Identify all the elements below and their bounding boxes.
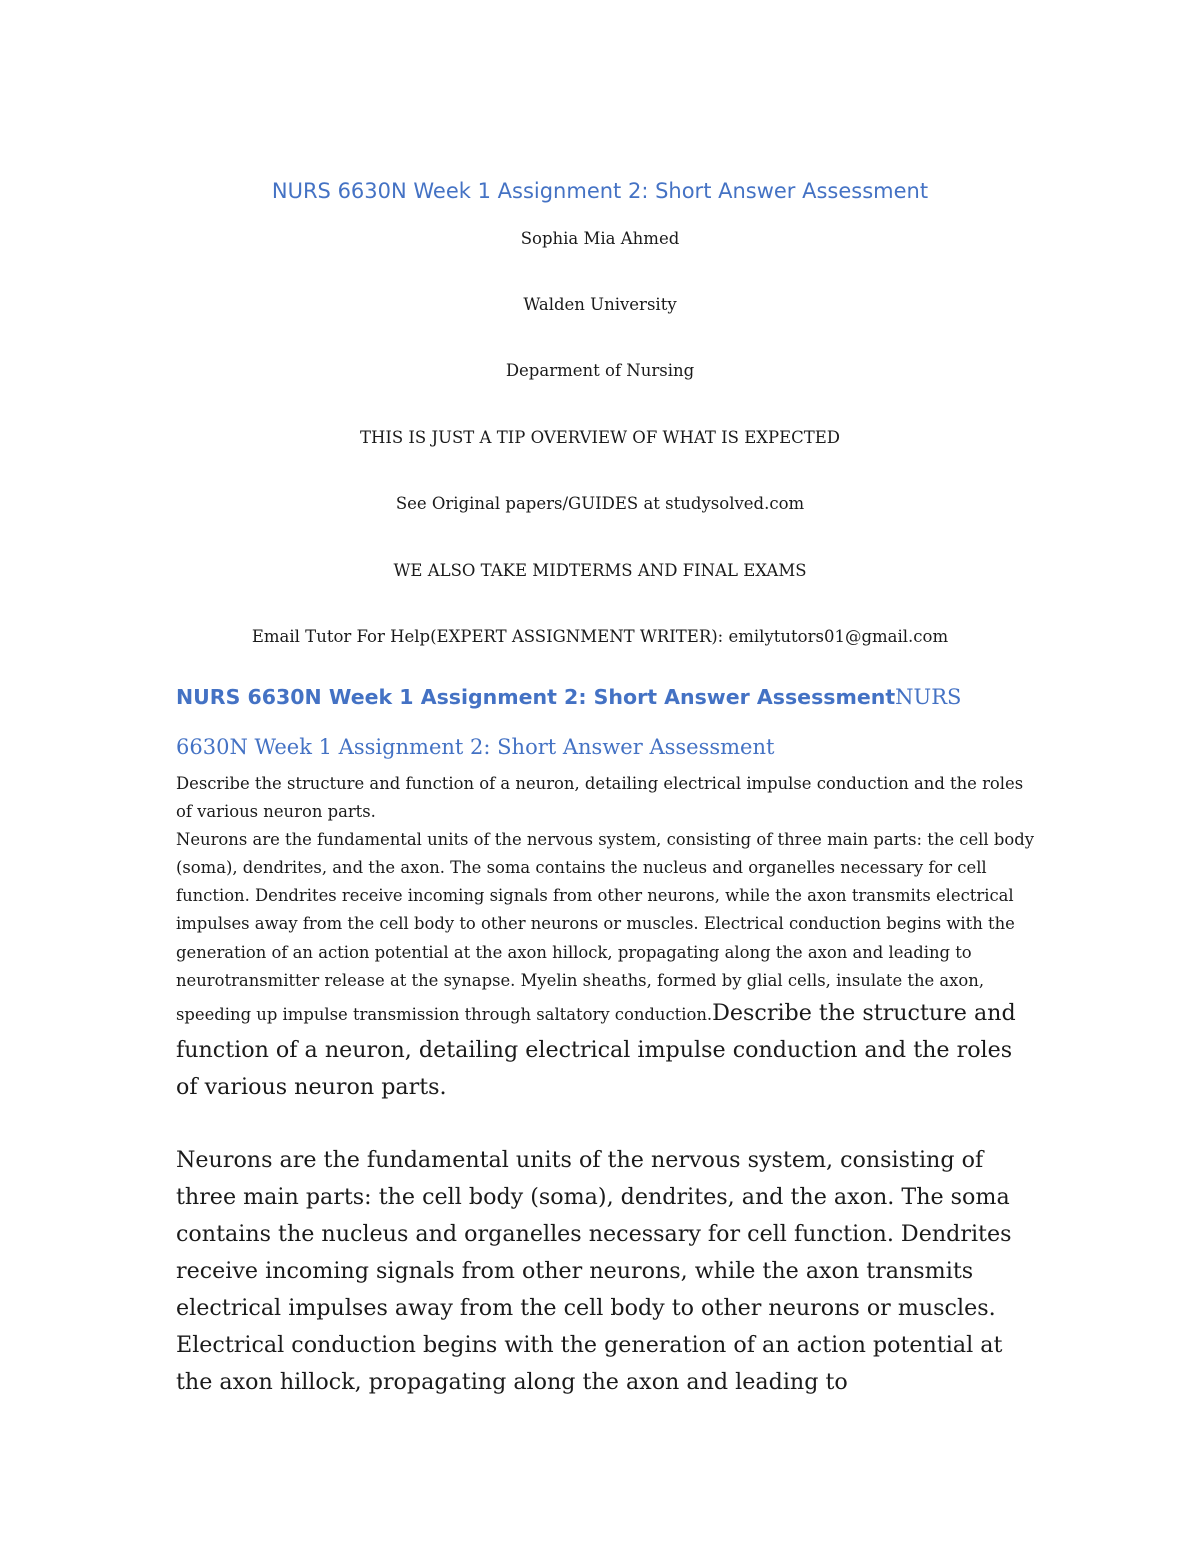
answer-text-small xyxy=(176,826,1036,1106)
author-name: Sophia Mia Ahmed xyxy=(520,229,680,248)
notice-tip-overview: THIS IS JUST A TIP OVERVIEW OF WHAT IS EXPECTED xyxy=(359,428,841,447)
answer-paragraph-small: Neurons are the fundamental units of the nervous system, consisting of three main parts: the cell body (soma), dendrites, and the axon. The soma contains the nucleus and organelles necessary for cell function. Dendrites receive incoming signals from other neurons, while the axon transmits electrical impulses away from the cell body to other neurons or muscles. Electrical conduction begins with the generation of an action potential at the axon hillock, propagating along the axon and leading to neurotransmitter release at the synapse. Myelin sheaths, formed by glial cells, insulate the axon, speeding up impulse transmission through saltatory conduction. xyxy=(176,830,1034,1024)
section-heading-part-b: NURS 6630N Week 1 Assignment 2: Short Answer Assessment xyxy=(176,685,962,759)
section-heading xyxy=(176,672,1036,772)
question-text-small: Describe the structure and function of a neuron, detailing electrical impulse conduction and the roles of various neuron parts. xyxy=(176,774,1024,822)
answer-body-large: Neurons are the fundamental units of the nervous system, consisting of three main parts: the cell body (soma), dendrites, and the axon. The soma contains the nucleus and organelles necessary for cell function. Dendrites receive incoming signals from other neurons, while the axon transmits electrical impulses away from the cell body to other neurons or muscles. Electrical conduction begins with the generation of an action potential at the axon hillock, propagating along the axon and leading to xyxy=(176,1147,1012,1395)
department-name: Deparment of Nursing xyxy=(505,361,695,380)
section-heading-part-a: NURS 6630N Week 1 Assignment 2: Short Answer Assessment xyxy=(176,685,896,709)
question-text-large-inline: Describe the structure and function of a neuron, detailing electrical impulse conduction and the roles of various neuron parts. xyxy=(176,999,1016,1100)
institution-name: Walden University xyxy=(523,295,677,314)
document-title: NURS 6630N Week 1 Assignment 2: Short Answer Assessment xyxy=(271,179,929,203)
notice-email-tutor: Email Tutor For Help(EXPERT ASSIGNMENT WRITER): emilytutors01@gmail.com xyxy=(251,627,949,646)
notice-original-papers: See Original papers/GUIDES at studysolved.com xyxy=(395,494,805,513)
notice-midterms: WE ALSO TAKE MIDTERMS AND FINAL EXAMS xyxy=(393,561,807,580)
answer-body-small xyxy=(176,770,1036,1106)
